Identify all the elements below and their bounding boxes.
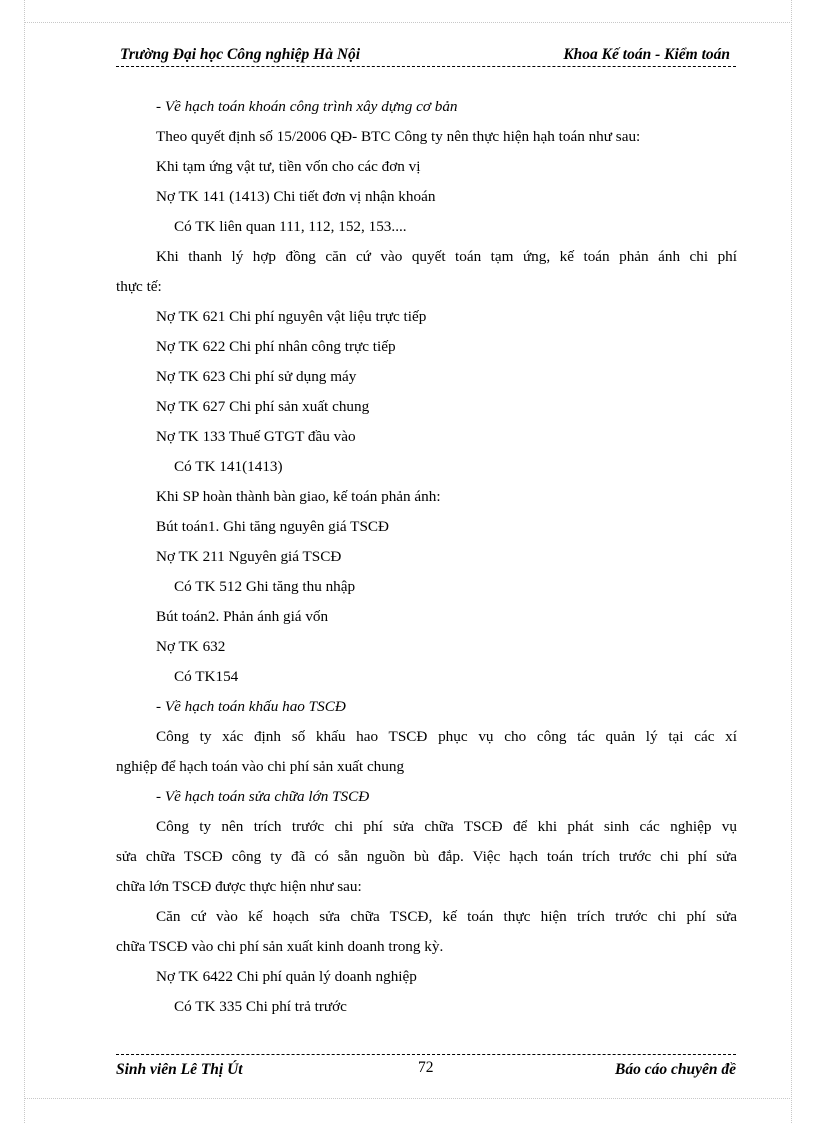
- footer-report-type: Báo cáo chuyên đề: [615, 1061, 736, 1078]
- credit-entry: Có TK 512 Ghi tăng thu nhập: [174, 578, 356, 595]
- credit-entry: Có TK154: [174, 668, 239, 685]
- paragraph-line: Bút toán1. Ghi tăng nguyên giá TSCĐ: [156, 518, 390, 535]
- paragraph-line: thực tế:: [116, 278, 162, 295]
- debit-entry: Nợ TK 627 Chi phí sản xuất chung: [156, 398, 370, 415]
- section-heading-contracting: - Về hạch toán khoán công trình xây dựng cơ bản: [156, 98, 458, 115]
- paragraph-line: Bút toán2. Phản ánh giá vốn: [156, 608, 329, 625]
- debit-entry: Nợ TK 6422 Chi phí quản lý doanh nghiệp: [156, 968, 417, 985]
- section-heading-depreciation: - Về hạch toán khấu hao TSCĐ: [156, 698, 346, 715]
- footer-student: Sinh viên Lê Thị Út: [116, 1061, 243, 1078]
- debit-entry: Nợ TK 623 Chi phí sử dụng máy: [156, 368, 357, 385]
- page-header: [116, 46, 736, 67]
- paragraph-line: Khi thanh lý hợp đồng căn cứ vào quyết toán tạm ứng, kế toán phản ánh chi phí: [156, 248, 737, 265]
- debit-entry: Nợ TK 621 Chi phí nguyên vật liệu trực tiếp: [156, 308, 427, 325]
- paragraph-line: Căn cứ vào kế hoạch sửa chữa TSCĐ, kế toán thực hiện trích trước chi phí sửa: [156, 908, 737, 925]
- paragraph-line: Công ty xác định số khấu hao TSCĐ phục vụ cho công tác quản lý tại các xí: [156, 728, 737, 745]
- paragraph-line: Theo quyết định số 15/2006 QĐ- BTC Công ty nên thực hiện hạh toán như sau:: [156, 128, 641, 145]
- debit-entry: Nợ TK 632: [156, 638, 226, 655]
- debit-entry: Nợ TK 211 Nguyên giá TSCĐ: [156, 548, 342, 565]
- paragraph-line: Công ty nên trích trước chi phí sửa chữa TSCĐ để khi phát sinh các nghiệp vụ: [156, 818, 737, 835]
- paragraph-line: Khi SP hoàn thành bàn giao, kế toán phản ánh:: [156, 488, 441, 505]
- page-border-top: [24, 22, 792, 23]
- credit-entry: Có TK 335 Chi phí trả trước: [174, 998, 347, 1015]
- credit-entry: Có TK 141(1413): [174, 458, 283, 475]
- paragraph-line: Khi tạm ứng vật tư, tiền vốn cho các đơn vị: [156, 158, 421, 175]
- page-number: 72: [418, 1059, 434, 1076]
- page-border-left: [24, 0, 25, 1123]
- debit-entry: Nợ TK 133 Thuế GTGT đầu vào: [156, 428, 356, 445]
- paragraph-line: chữa TSCĐ vào chi phí sản xuất kinh doanh trong kỳ.: [116, 938, 444, 955]
- header-department: Khoa Kế toán - Kiểm toán: [563, 46, 730, 63]
- paragraph-line: nghiệp để hạch toán vào chi phí sản xuất chung: [116, 758, 405, 775]
- header-school: Trường Đại học Công nghiệp Hà Nội: [120, 46, 361, 63]
- page-border-right: [791, 0, 792, 1123]
- paragraph-line: chữa lớn TSCĐ được thực hiện như sau:: [116, 878, 362, 895]
- debit-entry: Nợ TK 141 (1413) Chi tiết đơn vị nhận khoán: [156, 188, 436, 205]
- debit-entry: Nợ TK 622 Chi phí nhân công trực tiếp: [156, 338, 396, 355]
- page-footer: [116, 1054, 736, 1079]
- document-body: [116, 92, 737, 1022]
- credit-entry: Có TK liên quan 111, 112, 152, 153....: [174, 218, 407, 235]
- page-border-bottom: [24, 1098, 792, 1099]
- section-heading-repair: - Về hạch toán sửa chữa lớn TSCĐ: [156, 788, 370, 805]
- paragraph-line: sửa chữa TSCĐ công ty đã có sẵn nguồn bù đắp. Việc hạch toán trích trước chi phí sửa: [116, 848, 737, 865]
